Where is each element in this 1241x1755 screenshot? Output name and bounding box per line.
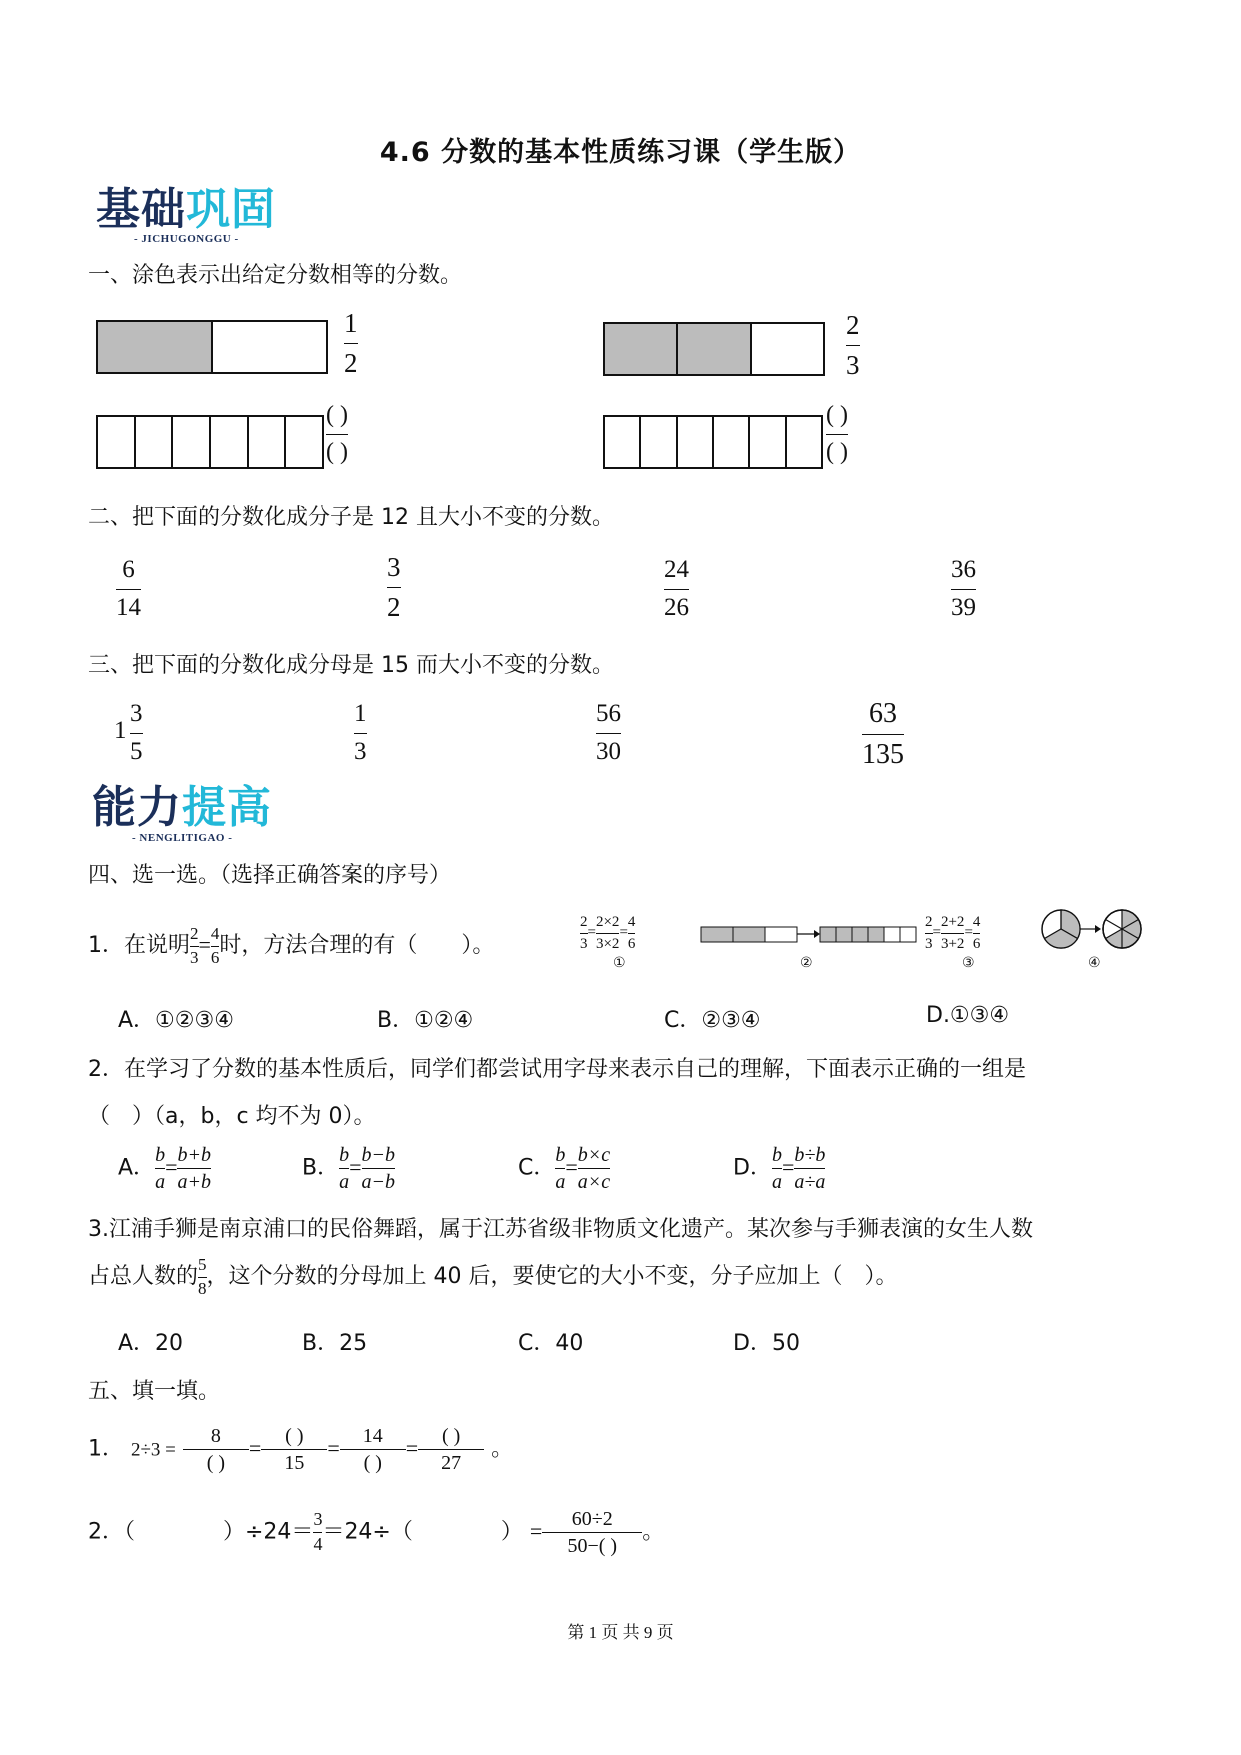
q4-item3-option-a[interactable]: A．20 <box>118 1331 184 1356</box>
q4-item2-option-a[interactable]: A． $\frac{b}{a}$ = $\frac{b+b}{a+b}$ <box>118 1144 211 1193</box>
q1-right-given-fraction: 2 3 <box>846 310 860 381</box>
q4-item3-option-b[interactable]: B．25 <box>302 1331 368 1356</box>
q4-item2-option-b[interactable]: B． $\frac{b}{a}$ = $\frac{b-b}{a-b}$ <box>302 1144 396 1193</box>
q4-item1-option-b[interactable]: B．①②④ <box>377 1008 474 1033</box>
section-logo-basic: 基础巩固 <box>96 184 276 235</box>
q4-item1-stem: 1．在说明 $\frac{2}{3}$ = $\frac{4}{6}$ 时，方法合理的有（ ）。 <box>88 924 495 967</box>
q4-method-1-label: ① <box>613 955 626 971</box>
q1-left-given-bar <box>96 320 328 374</box>
q4-item2-line1: 2．在学习了分数的基本性质后，同学们都尝试用字母来表示自己的理解，下面表示正确的一组是 <box>88 1057 1027 1082</box>
q1-right-blank-bar[interactable] <box>603 415 823 469</box>
q3-fraction-3: 56 30 <box>596 700 621 765</box>
question-2-text: 二、把下面的分数化成分子是 12 且大小不变的分数。 <box>88 505 614 530</box>
question-3-text: 三、把下面的分数化成分母是 15 而大小不变的分数。 <box>88 653 614 678</box>
q2-fraction-4: 36 39 <box>951 556 976 621</box>
section-sub-basic: - JICHUGONGGU - <box>134 233 239 245</box>
q4-method-1: $\frac{2}{3}$ = $\frac{2\times 2}{3\times 2}$ = $\frac{4}{6}$ <box>580 914 636 952</box>
page-footer: 第 1 页 共 9 页 <box>567 1623 674 1642</box>
q4-item1-option-d[interactable]: D.①③④ <box>926 1003 1010 1028</box>
q4-method-4-diagram <box>1040 908 1144 952</box>
q3-fraction-4: 63 135 <box>862 698 904 771</box>
q2-fraction-1: 6 14 <box>116 556 141 621</box>
q2-fraction-2: 3 2 <box>387 552 401 623</box>
q4-item2-option-c[interactable]: C． $\frac{b}{a}$ = $\frac{b\times c}{a\times c}$ <box>518 1144 611 1193</box>
question-4-text: 四、选一选。（选择正确答案的序号） <box>88 863 452 888</box>
q4-item2-line2: （ ）（a，b，c 均不为 0）。 <box>88 1104 376 1129</box>
q4-item1-option-a[interactable]: A．①②③④ <box>118 1008 234 1033</box>
q3-fraction-2: 1 3 <box>354 700 367 765</box>
section-sub-advanced: - NENGLITIGAO - <box>132 832 233 844</box>
q4-item3-line2: 占总人数的 $\frac{5}{8}$ ，这个分数的分母加上 40 后，要使它的大小不变，分子应加上（ ）。 <box>88 1255 898 1298</box>
q4-item3-option-d[interactable]: D．50 <box>733 1331 800 1356</box>
q5-item1[interactable]: 1． 2÷3 = $\frac{8}{( )}$ = $\frac{( )}{15}$ = $\frac{14}{( )}$ = $\frac{( )}{27}$ 。 <box>88 1425 514 1474</box>
q3-fraction-1: 3 5 <box>130 700 143 765</box>
q1-right-given-bar <box>603 322 825 376</box>
question-5-text: 五、填一填。 <box>88 1379 221 1404</box>
page-title: 4.6 分数的基本性质练习课（学生版） <box>379 137 862 168</box>
q1-left-blank-fraction[interactable]: ( ) ( ) <box>326 402 348 465</box>
q1-left-given-fraction: 1 2 <box>344 308 358 379</box>
q4-item2-option-d[interactable]: D． $\frac{b}{a}$ = $\frac{b\div b}{a\div a}$ <box>733 1144 826 1193</box>
q4-item1-option-c[interactable]: C．②③④ <box>664 1008 761 1033</box>
q5-item2[interactable]: 2．（ ）÷24＝ $\frac{3}{4}$ ＝24÷（ ） = $\frac{60\div 2}{50-( )}$ 。 <box>88 1508 665 1557</box>
section-logo-advanced: 能力提高 <box>92 782 272 833</box>
question-1-text: 一、涂色表示出给定分数相等的分数。 <box>88 263 463 288</box>
q3-whole-1: 1 <box>114 717 127 744</box>
q4-method-4-label: ④ <box>1088 955 1101 971</box>
q4-method-3: $\frac{2}{3}$ = $\frac{2+2}{3+2}$ = $\frac{4}{6}$ <box>925 914 981 952</box>
q4-item3-option-c[interactable]: C．40 <box>518 1331 584 1356</box>
q1-right-blank-fraction[interactable]: ( ) ( ) <box>826 402 848 465</box>
q4-method-2-label: ② <box>800 955 813 971</box>
q4-item3-line1: 3.江浦手狮是南京浦口的民俗舞蹈，属于江苏省级非物质文化遗产。某次参与手狮表演的女生人数 <box>88 1217 1033 1242</box>
q4-method-2-diagram <box>700 922 922 946</box>
q2-fraction-3: 24 26 <box>664 556 689 621</box>
q4-method-3-label: ③ <box>962 955 975 971</box>
q1-left-blank-bar[interactable] <box>96 415 324 469</box>
